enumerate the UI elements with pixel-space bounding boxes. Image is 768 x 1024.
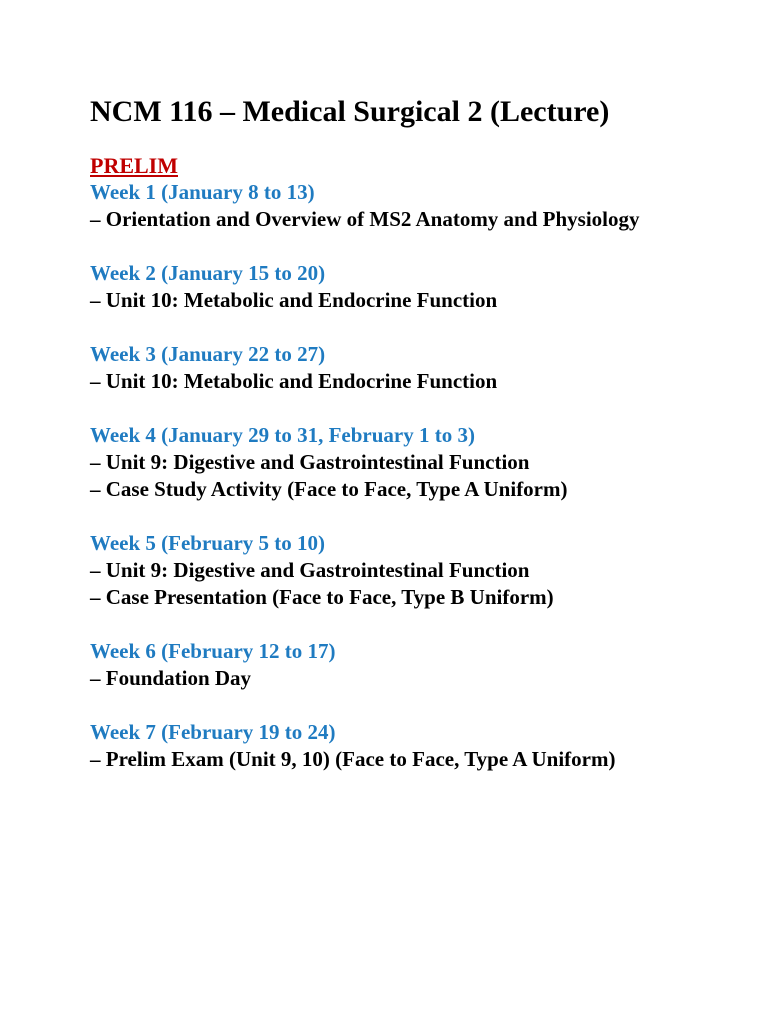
- week-topic: – Prelim Exam (Unit 9, 10) (Face to Face, Type A Uniform): [90, 747, 616, 771]
- week-heading: Week 2 (January 15 to 20): [90, 261, 326, 285]
- week-topic: – Unit 9: Digestive and Gastrointestinal Function: [90, 558, 530, 582]
- week-block: [90, 260, 740, 314]
- week-block: [90, 341, 740, 395]
- week-block: [90, 638, 740, 692]
- week-topic: – Foundation Day: [90, 666, 252, 690]
- week-heading: Week 5 (February 5 to 10): [90, 531, 326, 555]
- week-topic: – Unit 10: Metabolic and Endocrine Function: [90, 369, 498, 393]
- week-block: [90, 719, 740, 773]
- week-block: [90, 422, 740, 503]
- week-heading: Week 4 (January 29 to 31, February 1 to 3): [90, 423, 475, 447]
- week-heading: Week 3 (January 22 to 27): [90, 342, 326, 366]
- week-topic: – Case Presentation (Face to Face, Type B Uniform): [90, 585, 554, 609]
- week-topic: – Unit 10: Metabolic and Endocrine Function: [90, 288, 498, 312]
- week-block: [90, 530, 740, 611]
- week-heading: Week 6 (February 12 to 17): [90, 639, 336, 663]
- week-block: [90, 179, 740, 233]
- week-topic: – Orientation and Overview of MS2 Anatomy and Physiology: [90, 207, 640, 231]
- week-heading: Week 1 (January 8 to 13): [90, 180, 315, 204]
- document-page: [90, 92, 740, 800]
- week-list: [90, 179, 740, 773]
- week-heading: Week 7 (February 19 to 24): [90, 720, 336, 744]
- week-topic: – Case Study Activity (Face to Face, Type A Uniform): [90, 477, 568, 501]
- week-topic: – Unit 9: Digestive and Gastrointestinal Function: [90, 450, 530, 474]
- section-heading-prelim: PRELIM: [90, 153, 178, 178]
- document-title: NCM 116 – Medical Surgical 2 (Lecture): [90, 95, 610, 128]
